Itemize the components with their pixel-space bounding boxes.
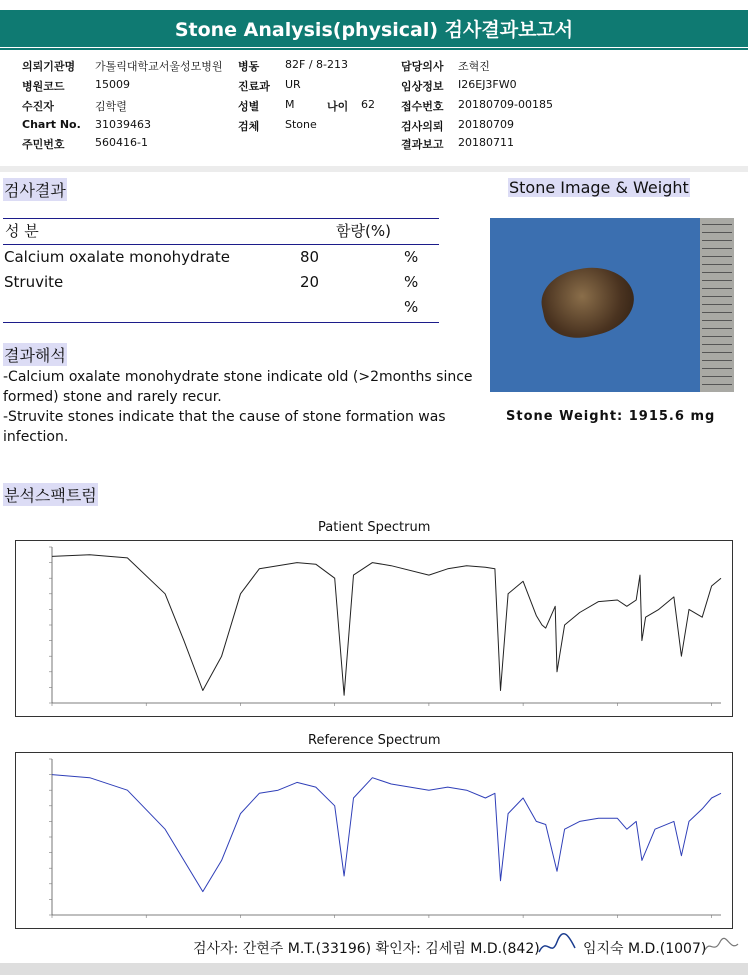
value-specimen: Stone [285, 118, 317, 131]
reference-spectrum-chart [15, 752, 733, 929]
spectrum-line [52, 555, 721, 695]
label-request-date: 검사의뢰 [401, 120, 444, 133]
table-bottom-rule [3, 322, 439, 323]
stone-image [536, 259, 640, 345]
label-chart-no: Chart No. [22, 118, 81, 131]
interpretation-text [3, 367, 478, 447]
value-age: 62 [361, 98, 375, 111]
divider [0, 166, 748, 172]
label-institution: 의뢰기관명 [22, 60, 76, 73]
label-patient: 수진자 [22, 100, 54, 113]
table-row-unit: % [404, 298, 419, 316]
stone-weight: Stone Weight: 1915.6 mg [506, 409, 716, 424]
value-sex: M [285, 98, 295, 111]
result-section-title: 검사결과 [3, 178, 67, 201]
signature-line [0, 932, 748, 962]
label-ward: 병동 [238, 60, 260, 73]
signature-mark-2 [702, 934, 742, 958]
examiner-info: 검사자: 간현주 M.T.(33196) 확인자: 김세림 M.D.(842) [193, 941, 540, 957]
label-doctor: 담당의사 [401, 60, 444, 73]
page-bottom-bar [0, 963, 748, 975]
label-resident-no: 주민번호 [22, 138, 65, 151]
table-header-rule [3, 244, 439, 245]
table-top-rule [3, 218, 439, 219]
value-receipt-no: 20180709-00185 [458, 98, 553, 111]
value-hospital-code: 15009 [95, 78, 130, 91]
table-row-unit: % [404, 248, 419, 266]
value-request-date: 20180709 [458, 118, 514, 131]
label-receipt-no: 접수번호 [401, 100, 444, 113]
report-title: Stone Analysis(physical) 검사결과보고서 [0, 10, 748, 47]
table-row-value: 80 [300, 248, 320, 266]
label-specimen: 검체 [238, 120, 260, 133]
table-row-name: Calcium oxalate monohydrate [4, 248, 231, 266]
table-row-unit: % [404, 273, 419, 291]
interpretation-section-title: 결과해석 [3, 343, 67, 366]
value-resident-no: 560416-1 [95, 136, 148, 149]
reference-spectrum-title: Reference Spectrum [308, 733, 441, 748]
label-clinical-info: 임상정보 [401, 80, 444, 93]
col-component: 성 분 [5, 222, 39, 240]
approver-info: 임지숙 M.D.(1007) [583, 941, 707, 957]
spectrum-line [52, 775, 721, 892]
col-content: 함량(%) [336, 222, 391, 240]
interpretation-line: -Calcium oxalate monohydrate stone indicate old (>2months since formed) stone and rarely recur. [3, 369, 473, 405]
signature-mark [535, 932, 579, 960]
value-clinical-info: I26EJ3FW0 [458, 78, 517, 91]
value-chart-no: 31039463 [95, 118, 151, 131]
patient-info [0, 48, 748, 168]
patient-spectrum-chart [15, 540, 733, 717]
value-institution: 가톨릭대학교서울성모병원 [95, 60, 223, 73]
label-age: 나이 [327, 100, 349, 113]
label-hospital-code: 병원코드 [22, 80, 65, 93]
stone-photo [490, 218, 734, 392]
ruler [700, 218, 734, 392]
spectrum-section-title: 분석스팩트럼 [3, 483, 98, 506]
table-row-name: Struvite [4, 273, 64, 291]
interpretation-line: -Struvite stones indicate that the cause of stone formation was infection. [3, 409, 446, 445]
value-ward: 82F / 8-213 [285, 58, 348, 71]
label-sex: 성별 [238, 100, 260, 113]
value-report-date: 20180711 [458, 136, 514, 149]
value-patient: 김학렬 [95, 100, 127, 113]
patient-spectrum-title: Patient Spectrum [318, 520, 431, 535]
value-doctor: 조혁진 [458, 60, 490, 73]
image-section-title: Stone Image & Weight [509, 178, 689, 197]
table-row-value: 20 [300, 273, 320, 291]
label-report-date: 결과보고 [401, 138, 444, 151]
label-department: 진료과 [238, 80, 270, 93]
value-department: UR [285, 78, 301, 91]
